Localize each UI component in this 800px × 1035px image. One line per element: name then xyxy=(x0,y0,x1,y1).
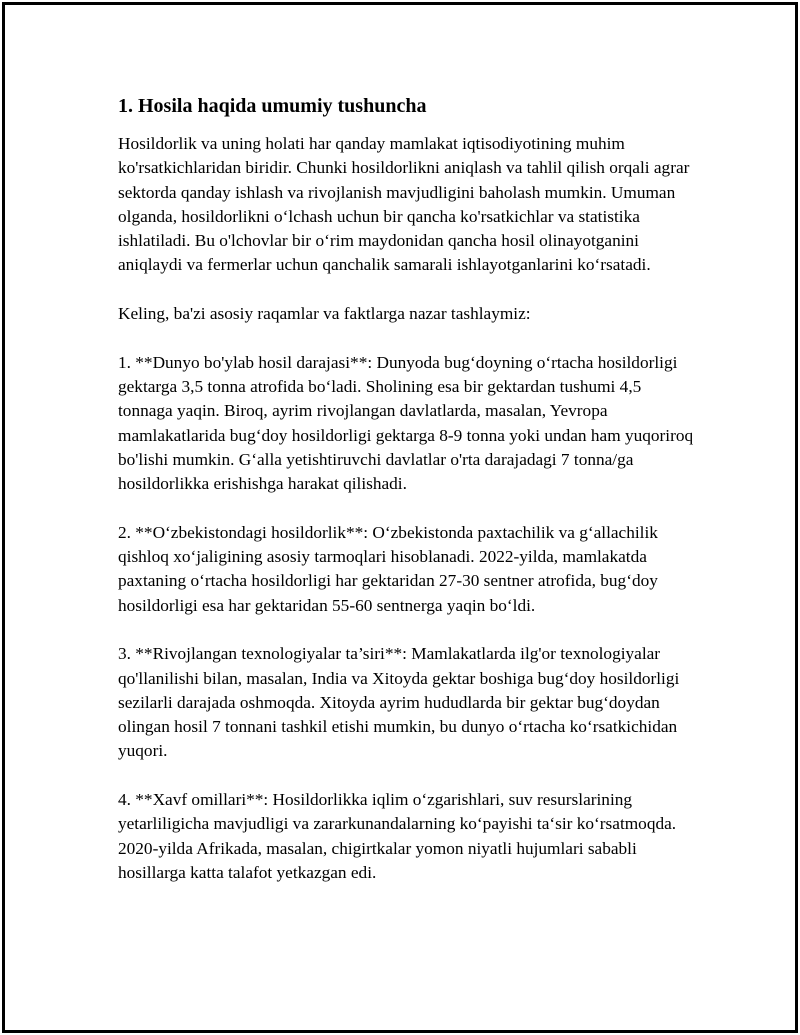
list-item-uzbekistan-yield: 2. **O‘zbekistondagi hosildorlik**: O‘zbekistonda paxtachilik va g‘allachilik qishloq xo‘jaligining asosiy tarmoqlari hisoblanadi. 2022-yilda, mamlakatda paxtaning o‘rtacha hosildorligi har gektaridan 27-30 sentner atrofida, bug‘doy hosildorligi esa har gektaridan 55-60 sentnerga yaqin bo‘ldi. xyxy=(118,522,658,615)
intro-paragraph: Hosildorlik va uning holati har qanday mamlakat iqtisodiyotining muhim ko'rsatkichlaridan biridir. Chunki hosildorlikni aniqlash va tahlil qilish orqali agrar sektorda qanday ishlash va rivojlanish mavjudligini baholash mumkin. Umuman olganda, hosildorlikni o‘lchash uchun bir qancha ko'rsatkichlar va statistika ishlatiladi. Bu o'lchovlar bir o‘rim maydonidan qancha hosil olinayotganini aniqlaydi va fermerlar uchun qanchalik samarali ishlayotganlarini ko‘rsatadi. xyxy=(118,134,690,275)
document-body xyxy=(118,92,698,910)
list-item-risk-factors: 4. **Xavf omillari**: Hosildorlikka iqlim o‘zgarishlari, suv resurslarining yetarliligicha mavjudligi va zararkunandalarning ko‘payishi ta‘sir ko‘rsatmoqda. 2020-yilda Afrikada, masalan, chigirtkalar yomon niyatli hujumlari sababli hosillarga katta talafot yetkazgan edi. xyxy=(118,790,677,882)
list-item-world-yield: 1. **Dunyo bo'ylab hosil darajasi**: Dunyoda bug‘doyning o‘rtacha hosildorligi gektarga 3,5 tonna atrofida bo‘ladi. Sholining esa bir gektardan tushumi 4,5 tonnaga yaqin. Biroq, ayrim rivojlangan davlatlarda, masalan, Yevropa mamlakatlarida bug‘doy hosildorligi gektarga 8-9 tonna yoki undan ham yuqoriroq bo'lishi mumkin. G‘alla yetishtiruvchi davlatlar o'rta darajadagi 7 tonna/ga hosildorlikka erishishga harakat qilishadi. xyxy=(118,352,694,494)
section-heading: 1. Hosila haqida umumiy tushuncha xyxy=(118,95,427,117)
list-item-technology-impact: 3. **Rivojlangan texnologiyalar ta’siri**: Mamlakatlarda ilg'or texnologiyalar qo'llanilishi bilan, masalan, India va Xitoyda gektar boshiga bug‘doy hosildorligi sezilarli darajada oshmoqda. Xitoyda ayrim hududlarda bir gektar bug‘doydan olingan hosil 7 tonnani tashkil etishi mumkin, bu dunyo o‘rtacha ko‘rsatkichidan yuqori. xyxy=(118,644,680,761)
lead-in-paragraph: Keling, ba'zi asosiy raqamlar va faktlarga nazar tashlaymiz: xyxy=(118,304,531,324)
